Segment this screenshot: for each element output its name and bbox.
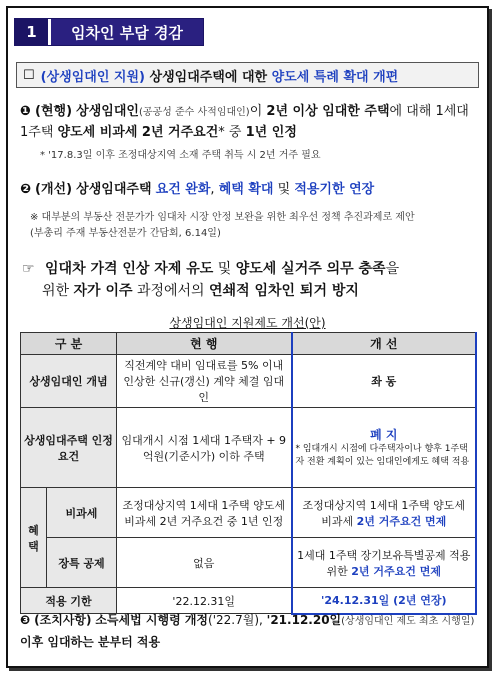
text-a: 이 <box>249 104 263 119</box>
row5-current: '22.12.31일 <box>117 588 292 614</box>
goal-paragraph <box>22 258 482 302</box>
expert-note-line-1: ※ 대부분의 부동산 전문가가 임대차 시장 안정 보완을 위한 최우선 정책 추진과제로 제안 <box>30 212 415 223</box>
table-row <box>21 538 477 588</box>
action-d: (상생임대인 제도 최초 시행일) <box>341 616 475 627</box>
row4-improved-b: 2년 거주요건 면제 <box>351 564 441 578</box>
improvement-paragraph <box>20 180 374 200</box>
row4-improved <box>292 538 477 588</box>
label-improved: (개선) <box>35 182 73 197</box>
row4-label: 장특 공제 <box>47 538 117 588</box>
goal-e: 위한 <box>42 283 70 299</box>
sep-2: 및 <box>277 182 291 197</box>
subtitle-prefix: (상생임대인 지원) <box>40 69 145 85</box>
table-caption: 상생임대인 지원제도 개선(안) <box>169 316 326 330</box>
table-row <box>21 488 477 538</box>
row5-improved: '24.12.31일 (2년 연장) <box>292 588 477 614</box>
footnote-1: * '17.8.3일 이후 조정대상지역 소재 주택 취득 시 2년 거주 필요 <box>40 150 321 161</box>
section-title <box>14 18 204 46</box>
goal-f: 자가 이주 <box>73 283 133 299</box>
expert-note-line-2: (부총리 주재 부동산전문가 간담회, 6.14일) <box>30 228 221 239</box>
action-c: '21.12.20일 <box>266 613 342 627</box>
table-row <box>21 408 477 488</box>
header-improved: 개 선 <box>292 333 477 355</box>
highlight-3: 적용기한 연장 <box>294 182 375 197</box>
subject-house: 상생임대주택 <box>76 182 152 197</box>
row3-label: 비과세 <box>47 488 117 538</box>
goal-a: 임대차 가격 인상 자제 유도 <box>45 261 214 277</box>
subtitle-box <box>16 62 479 88</box>
section-title-text: 임차인 부담 경감 <box>51 19 203 45</box>
row2-improved-title: 폐 지 <box>370 428 398 442</box>
action-paragraph <box>20 610 480 652</box>
subtitle-highlight: 양도세 특례 확대 개편 <box>271 69 399 85</box>
table-header-row <box>21 333 477 355</box>
header-current: 현 행 <box>117 333 292 355</box>
row1-label: 상생임대인 개념 <box>21 355 117 408</box>
highlight-1: 요건 완화 <box>155 182 211 197</box>
expert-note <box>30 210 415 242</box>
action-e: 이후 임대하는 분부터 적용 <box>20 635 161 649</box>
bullet-1-icon: ❶ <box>20 104 32 119</box>
goal-d: 을 <box>385 261 400 277</box>
reform-table <box>20 332 477 615</box>
benefit-label: 혜택 <box>21 488 47 588</box>
text-c: * 중 <box>218 125 242 140</box>
bold-b: 양도세 비과세 2년 거주요건 <box>57 125 219 140</box>
goal-b: 및 <box>217 261 232 277</box>
row4-improved-a: 1세대 1주택 장기보유특별공제 적용 위한 <box>297 548 471 578</box>
pointing-hand-icon: ☞ <box>22 261 35 277</box>
row3-improved-a: 조정대상지역 1세대 1주택 양도세 비과세 <box>302 498 466 528</box>
action-a: 소득세법 시행령 개정 <box>95 613 209 627</box>
text-b: 에 대해 1세대 1주택 <box>20 104 469 140</box>
row3-improved <box>292 488 477 538</box>
goal-g: 과정에서의 <box>136 283 205 299</box>
sep-1: , <box>210 182 215 197</box>
row2-improved-note: * 임대개시 시점에 다주택자이나 향후 1주택자 전환 계획이 있는 임대인에게도 혜택 적용 <box>295 444 470 467</box>
row4-current: 없음 <box>117 538 292 588</box>
row2-current: 임대개시 시점 1세대 1주택자 + 9억원(기준시가) 이하 주택 <box>117 408 292 488</box>
row2-label: 상생임대주택 인정 요건 <box>21 408 117 488</box>
subtitle-main: 상생임대주택에 대한 <box>149 69 268 85</box>
goal-h: 연쇄적 임차인 퇴거 방지 <box>209 283 359 299</box>
action-b: ('22.7월), <box>208 613 263 627</box>
section-number: 1 <box>15 19 51 45</box>
label-action: (조치사항) <box>34 613 92 627</box>
row1-current: 직전계약 대비 임대료를 5% 이내 인상한 신규(갱신) 계약 체결 임대인 <box>117 355 292 408</box>
checkbox-icon: ☐ <box>23 67 35 83</box>
table-row <box>21 355 477 408</box>
label-current: (현행) <box>35 104 73 119</box>
highlight-2: 혜택 확대 <box>218 182 274 197</box>
subject-note: (공공성 준수 사적임대인) <box>138 107 250 118</box>
bold-a: 2년 이상 임대한 주택 <box>266 104 390 119</box>
bullet-3-icon: ❸ <box>20 613 31 627</box>
subject-landlord: 상생임대인 <box>76 104 139 119</box>
bullet-2-icon: ❷ <box>20 182 32 197</box>
row1-improved: 좌 동 <box>292 355 477 408</box>
row2-improved <box>292 408 477 488</box>
goal-c: 양도세 실거주 의무 충족 <box>235 261 386 277</box>
current-policy-paragraph <box>20 102 480 143</box>
row5-label: 적용 기한 <box>21 588 117 614</box>
row3-current: 조정대상지역 1세대 1주택 양도세 비과세 2년 거주요건 중 1년 인정 <box>117 488 292 538</box>
bold-c: 1년 인정 <box>245 125 297 140</box>
row3-improved-b: 2년 거주요건 면제 <box>356 514 447 528</box>
header-category: 구 분 <box>21 333 117 355</box>
